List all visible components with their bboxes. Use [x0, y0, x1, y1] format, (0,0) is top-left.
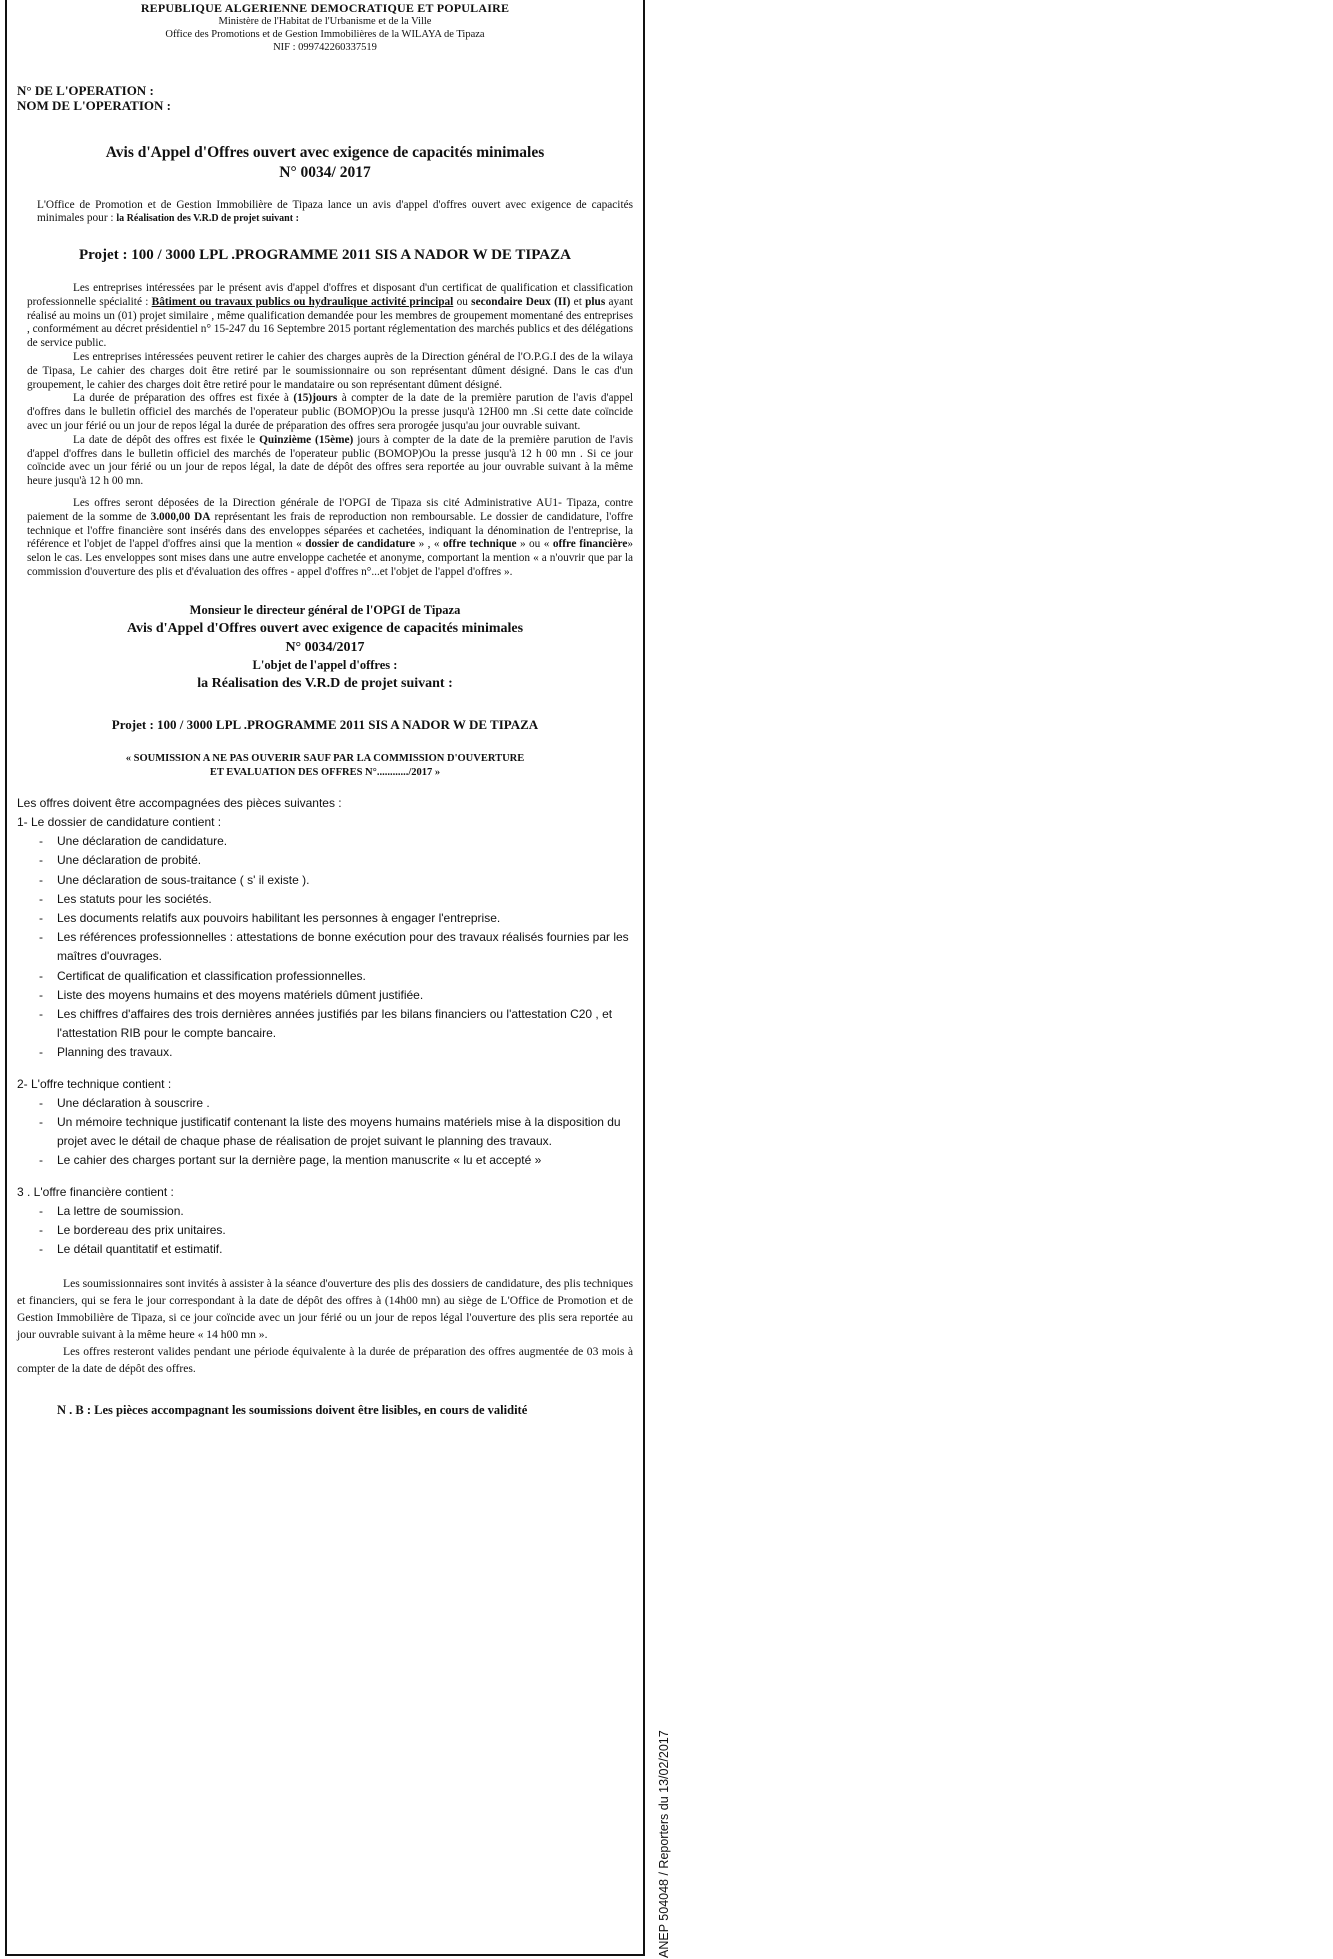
- closing-paragraphs: [17, 1275, 633, 1377]
- nif-number: NIF : 099742260337519: [273, 42, 377, 53]
- publication-reference: ANEP 504048 / Reporters du 13/02/2017: [657, 1730, 671, 1958]
- notice-title: [17, 143, 633, 183]
- list-item: - Une déclaration de probité.: [37, 851, 633, 870]
- ministry-name: Ministère de l'Habitat de l'Urbanisme et de la Ville: [218, 16, 432, 27]
- documents-intro: Les offres doivent être accompagnées des pièces suivantes :: [17, 795, 342, 810]
- list-item: - Le cahier des charges portant sur la dernière page, la mention manuscrite « lu et accepté »: [37, 1151, 633, 1170]
- operation-number-label: N° DE L'OPERATION :: [17, 83, 154, 98]
- specialty-text: Bâtiment ou travaux publics ou hydraulique activité principal: [151, 295, 454, 308]
- candidature-section-title: 1- Le dossier de candidature contient :: [17, 814, 222, 829]
- list-item: - Les statuts pour les sociétés.: [37, 890, 633, 909]
- envelope-label-block: [17, 602, 633, 734]
- envelope-addressee: Monsieur le directeur général de l'OPGI de Tipaza: [189, 602, 461, 617]
- financial-list: [17, 1202, 633, 1260]
- validity-paragraph: Les offres resteront valides pendant une période équivalente à la durée de préparation des offres augmentée de 03 mois à compter de la date de dépôt des offres.: [17, 1345, 633, 1376]
- envelope-number: N° 0034/2017: [285, 639, 365, 655]
- republic-name: REPUBLIQUE ALGERIENNE DEMOCRATIQUE ET POPULAIRE: [140, 1, 510, 15]
- list-item: - Certificat de qualification et classification professionnelles.: [37, 967, 633, 986]
- eligibility-paragraph: Les entreprises intéressées par le présent avis d'appel d'offres et disposant d'un certificat de qualification et classification professionnelle spécialité : Bâtiment ou travaux publics ou hydraulique activité principal ou secondaire Deux (II) et plus ayant réalisé au moins un (01) projet similaire , même qualification demandée pour les membres de groupement momentané des entreprises , conformément au décret présidentiel n° 15-247 du 16 Septembre 2015 portant réglementation des marchés publics et des délégations de service public.: [27, 282, 633, 350]
- deposit-date-paragraph: La date de dépôt des offres est fixée le Quinzième (15ème) jours à compter de la date de la première parution de l'avis d'appel d'offres dans le bulletin officiel des marchés de l'operateur public (BOMOP)Ou la presse jusqu'à 12 h 00 mn . Si ce jour coïncide avec un jour férié ou un jour de repos légal, la date de dépôt des offres sera reportée au jour ouvrable suivant à la même heure jusqu'à 12 h 00 mn.: [27, 433, 634, 488]
- notice-title-line: Avis d'Appel d'Offres ouvert avec exigence de capacités minimales: [105, 144, 545, 161]
- list-item: - Planning des travaux.: [37, 1043, 633, 1062]
- envelope-object: la Réalisation des V.R.D de projet suivant :: [197, 675, 453, 691]
- opening-session-paragraph: Les soumissionnaires sont invités à assister à la séance d'ouverture des plis des dossiers de candidature, des plis techniques et financiers, qui se fera le jour correspondant à la date de dépôt des offres à (14h00 mn) au siège de L'Office de Promotion et de Gestion Immobilière de Tipaza, si ce jour coïncide avec un jour férié ou un jour de repos légal l'ouverture des plis sera reportée au jour ouvrable suivant à la même heure « 14 h00 mn ».: [17, 1277, 633, 1342]
- nb-note: N . B : Les pièces accompagnant les soumissions doivent être lisibles, en cours de validité: [57, 1403, 528, 1418]
- submission-paragraph: Les offres seront déposées de la Direction générale de l'OPGI de Tipaza sis cité Administrative AU1- Tipaza, contre paiement de la somme de 3.000,00 DA représentant les frais de reproduction non remboursable. Le dossier de candidature, l'offre technique et l'offre financière sont insérés dans des enveloppes séparées et cachetées, indiquant la dénomination de l'entreprise, la référence et l'objet de l'appel d'offres ainsi que la mention « dossier de candidature » , « offre technique » ou « offre financière» selon le cas. Les enveloppes sont mises dans une autre enveloppe cachetée et anonyme, comportant la mention « a n'ouvrir que par la commission d'ouverture des plis et d'évaluation des offres - appel d'offres n°...et l'objet de l'appel d'offres ».: [27, 496, 634, 578]
- tender-notice: [5, 0, 645, 1956]
- preparation-duration-paragraph: La durée de préparation des offres est fixée à (15)jours à compter de la date de la première parution de l'avis d'appel d'offres dans le bulletin officiel des marchés de l'operateur public (BOMOP)Ou la presse jusqu'à 12H00 mn .Si cette date coïncide avec un jour férié ou un jour de repos légal la durée de préparation des offres sera prorogée jusqu'au jour ouvrable suivant.: [27, 392, 633, 432]
- operation-fields: [17, 83, 633, 113]
- intro-text: L'Office de Promotion et de Gestion Immobilière de Tipaza lance un avis d'appel d'offres ouvert avec exigence de capacités minimales pour :: [37, 199, 633, 224]
- financial-section-title: 3 . L'offre financière contient :: [17, 1184, 174, 1199]
- list-item: - Les références professionnelles : attestations de bonne exécution pour des travaux réalisés fournies par les maîtres d'ouvrages.: [37, 928, 633, 966]
- office-name: Office des Promotions et de Gestion Immobilières de la WILAYA de Tipaza: [165, 29, 485, 40]
- list-item: - Les chiffres d'affaires des trois dernières années justifiés par les bilans financiers ou l'attestation C20 , et l'attestation RIB pour le compte bancaire.: [37, 1005, 633, 1043]
- intro-bold: la Réalisation des V.R.D de projet suivant :: [116, 213, 299, 224]
- do-not-open-mention: « SOUMISSION A NE PAS OUVERIR SAUF PAR LA COMMISSION D'OUVERTURE ET EVALUATION DES OFFRES N°............/2017 »: [125, 752, 525, 778]
- required-documents: [17, 794, 633, 1260]
- project-title: Projet : 100 / 3000 LPL .PROGRAMME 2011 SIS A NADOR W DE TIPAZA: [79, 247, 571, 263]
- list-item: - Un mémoire technique justificatif contenant la liste des moyens humains matériels mise à la disposition du projet avec le détail de chaque phase de réalisation de projet suivant le planning des travaux.: [37, 1113, 633, 1151]
- candidature-list: [17, 832, 633, 1062]
- technical-section-title: 2- L'offre technique contient :: [17, 1076, 172, 1091]
- list-item: - Le bordereau des prix unitaires.: [37, 1221, 633, 1240]
- list-item: - Une déclaration de candidature.: [37, 832, 633, 851]
- list-item: - Une déclaration à souscrire .: [37, 1094, 633, 1113]
- list-item: - Liste des moyens humains et des moyens matériels dûment justifiée.: [37, 986, 633, 1005]
- envelope-object-label: L'objet de l'appel d'offres :: [252, 657, 398, 672]
- intro-paragraph: [17, 199, 633, 225]
- envelope-project: Projet : 100 / 3000 LPL .PROGRAMME 2011 SIS A NADOR W DE TIPAZA: [111, 716, 539, 732]
- list-item: - Les documents relatifs aux pouvoirs habilitant les personnes à engager l'entreprise.: [37, 909, 633, 928]
- operation-name-label: NOM DE L'OPERATION :: [17, 98, 171, 113]
- list-item: - Une déclaration de sous-traitance ( s' il existe ).: [37, 871, 633, 890]
- list-item: - La lettre de soumission.: [37, 1202, 633, 1221]
- specifications-paragraph: Les entreprises intéressées peuvent retirer le cahier des charges auprès de la Direction général de l'O.P.G.I des de la wilaya de Tipasa, Le cahier des charges doit être retiré par le soumissionnaire ou son représentant dûment désigné. Dans le cas d'un groupement, le cahier des charges doit être retiré pour le mandataire ou son représentant dûment désigné.: [27, 350, 633, 391]
- list-item: - Le détail quantitatif et estimatif.: [37, 1240, 633, 1259]
- technical-list: [17, 1094, 633, 1171]
- envelope-title: Avis d'Appel d'Offres ouvert avec exigence de capacités minimales: [126, 620, 524, 636]
- notice-number: N° 0034/ 2017: [279, 164, 371, 181]
- letterhead: [17, 2, 633, 54]
